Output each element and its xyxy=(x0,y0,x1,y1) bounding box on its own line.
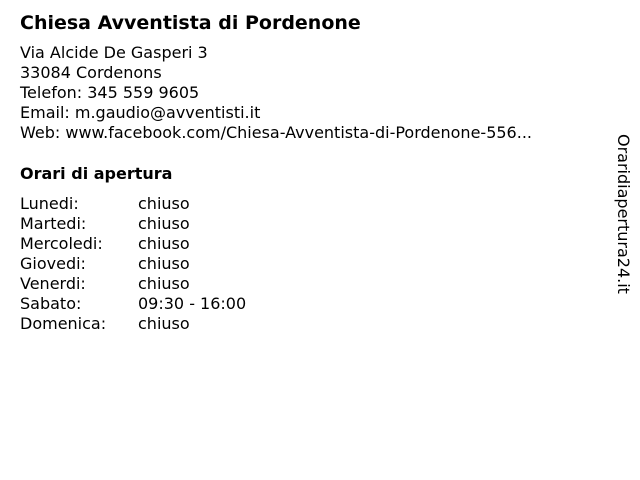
street-address: Via Alcide De Gasperi 3 xyxy=(20,43,208,62)
watermark-text: Oraridiapertura24.it xyxy=(614,134,633,294)
day-hours: chiuso xyxy=(138,214,190,233)
day-label: Sabato: xyxy=(20,294,82,313)
day-hours: chiuso xyxy=(138,254,190,273)
opening-hours-heading: Orari di apertura xyxy=(20,164,173,183)
phone-number: Telefon: 345 559 9605 xyxy=(20,83,200,102)
day-hours: chiuso xyxy=(138,194,190,213)
city-postal: 33084 Cordenons xyxy=(20,63,162,82)
day-hours: chiuso xyxy=(138,234,190,253)
day-hours: 09:30 - 16:00 xyxy=(138,294,247,313)
day-label: Giovedi: xyxy=(20,254,86,273)
website-link: Web: www.facebook.com/Chiesa-Avventista-di-Pordenone-556... xyxy=(20,123,532,142)
day-label: Domenica: xyxy=(20,314,107,333)
day-hours: chiuso xyxy=(138,274,190,293)
day-label: Mercoledi: xyxy=(20,234,103,253)
day-label: Venerdi: xyxy=(20,274,86,293)
day-hours: chiuso xyxy=(138,314,190,333)
site-watermark xyxy=(612,134,634,310)
contact-block xyxy=(20,43,532,143)
email-address: Email: m.gaudio@avventisti.it xyxy=(20,103,261,122)
day-label: Martedi: xyxy=(20,214,87,233)
business-name: Chiesa Avventista di Pordenone xyxy=(20,12,361,34)
day-label: Lunedi: xyxy=(20,194,79,213)
